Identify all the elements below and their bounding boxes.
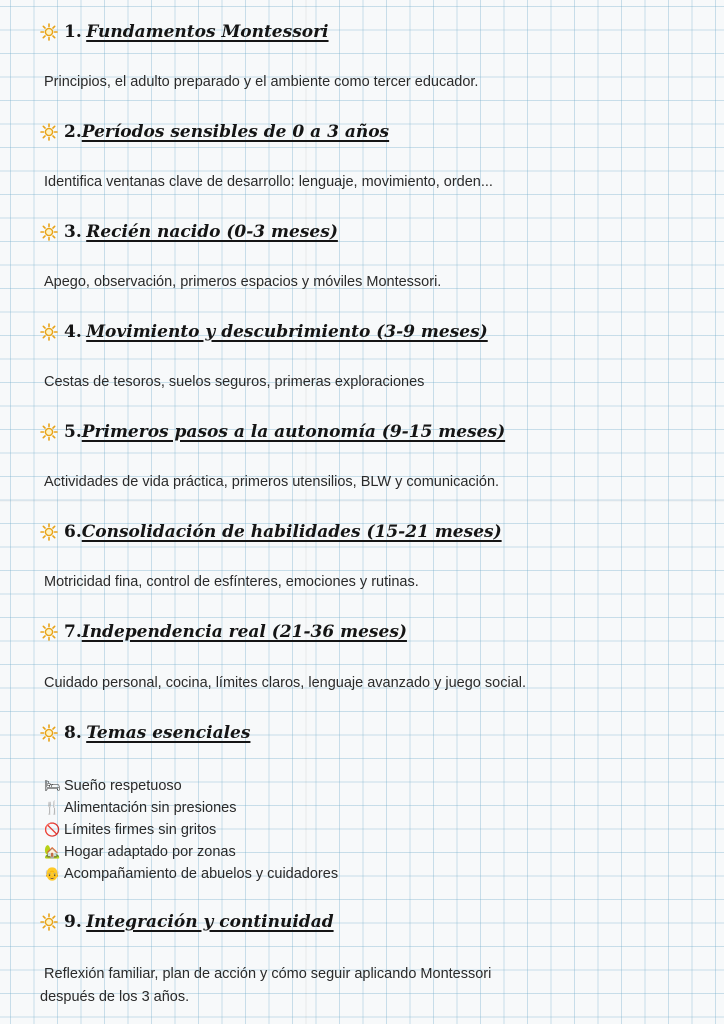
paper-fold-horizontal: [0, 500, 724, 502]
section-title: Recién nacido (0-3 meses): [86, 222, 338, 242]
sun-icon: [40, 523, 58, 541]
section-heading: [40, 117, 389, 147]
section-description: [40, 963, 660, 1009]
section-heading: [40, 17, 329, 47]
section-description: Apego, observación, primeros espacios y móviles Montessori.: [44, 274, 442, 290]
description-line: Reflexión familiar, plan de acción y cómo seguir aplicando Montessori: [40, 966, 492, 982]
sun-icon: [40, 23, 58, 41]
section-description: Identifica ventanas clave de desarrollo: lenguaje, movimiento, orden...: [44, 174, 493, 190]
list-item: [44, 797, 338, 819]
section-heading: [40, 517, 502, 547]
section-description: Actividades de vida práctica, primeros utensilios, BLW y comunicación.: [44, 474, 500, 490]
section-title: Integración y continuidad: [86, 912, 334, 932]
section-heading: [40, 718, 250, 748]
section-number: 8.: [64, 723, 82, 743]
sun-icon: [40, 724, 58, 742]
list-item-label: Límites firmes sin gritos: [64, 822, 217, 838]
section-number: 5.: [64, 422, 82, 442]
section-title: Temas esenciales: [86, 723, 251, 743]
section-heading: [40, 907, 334, 937]
section-title: Primeros pasos a la autonomía (9-15 meses): [81, 422, 506, 442]
section-number: 9.: [64, 912, 82, 932]
sun-icon: [40, 623, 58, 641]
section-number: 4.: [64, 322, 82, 342]
section-number: 2.: [64, 122, 82, 142]
topics-list: [44, 775, 338, 885]
section-heading: [40, 617, 407, 647]
sun-icon: [40, 223, 58, 241]
house-garden-icon: 🏡: [44, 844, 61, 859]
section-number: 7.: [64, 622, 82, 642]
sun-icon: [40, 913, 58, 931]
section-title: Períodos sensibles de 0 a 3 años: [81, 122, 390, 142]
list-item-label: Acompañamiento de abuelos y cuidadores: [64, 866, 339, 882]
old-man-icon: 👴: [44, 866, 61, 881]
section-description: Principios, el adulto preparado y el ambiente como tercer educador.: [44, 74, 479, 90]
list-item: [44, 775, 338, 797]
list-item-label: Hogar adaptado por zonas: [64, 844, 236, 860]
list-item: [44, 863, 338, 885]
sun-icon: [40, 323, 58, 341]
section-description: Motricidad fina, control de esfínteres, emociones y rutinas.: [44, 574, 419, 590]
sun-icon: [40, 123, 58, 141]
bed-icon: 🛏: [44, 778, 61, 793]
section-heading: [40, 317, 488, 347]
section-description: Cuidado personal, cocina, límites claros, lenguaje avanzado y juego social.: [44, 675, 527, 691]
section-number: 6.: [64, 522, 82, 542]
prohibited-icon: 🚫: [44, 822, 61, 837]
section-number: 3.: [64, 222, 82, 242]
list-item-label: Alimentación sin presiones: [64, 800, 237, 816]
list-item-label: Sueño respetuoso: [64, 778, 182, 794]
list-item: [44, 819, 338, 841]
section-title: Movimiento y descubrimiento (3-9 meses): [86, 322, 488, 342]
section-description: Cestas de tesoros, suelos seguros, primeras exploraciones: [44, 374, 425, 390]
section-number: 1.: [64, 22, 82, 42]
section-heading: [40, 217, 338, 247]
sun-icon: [40, 423, 58, 441]
fork-knife-icon: 🍴: [44, 800, 61, 815]
list-item: [44, 841, 338, 863]
section-title: Fundamentos Montessori: [86, 22, 329, 42]
section-title: Independencia real (21-36 meses): [81, 622, 407, 642]
description-line: después de los 3 años.: [40, 989, 190, 1005]
section-title: Consolidación de habilidades (15-21 meses): [81, 522, 502, 542]
section-heading: [40, 417, 505, 447]
